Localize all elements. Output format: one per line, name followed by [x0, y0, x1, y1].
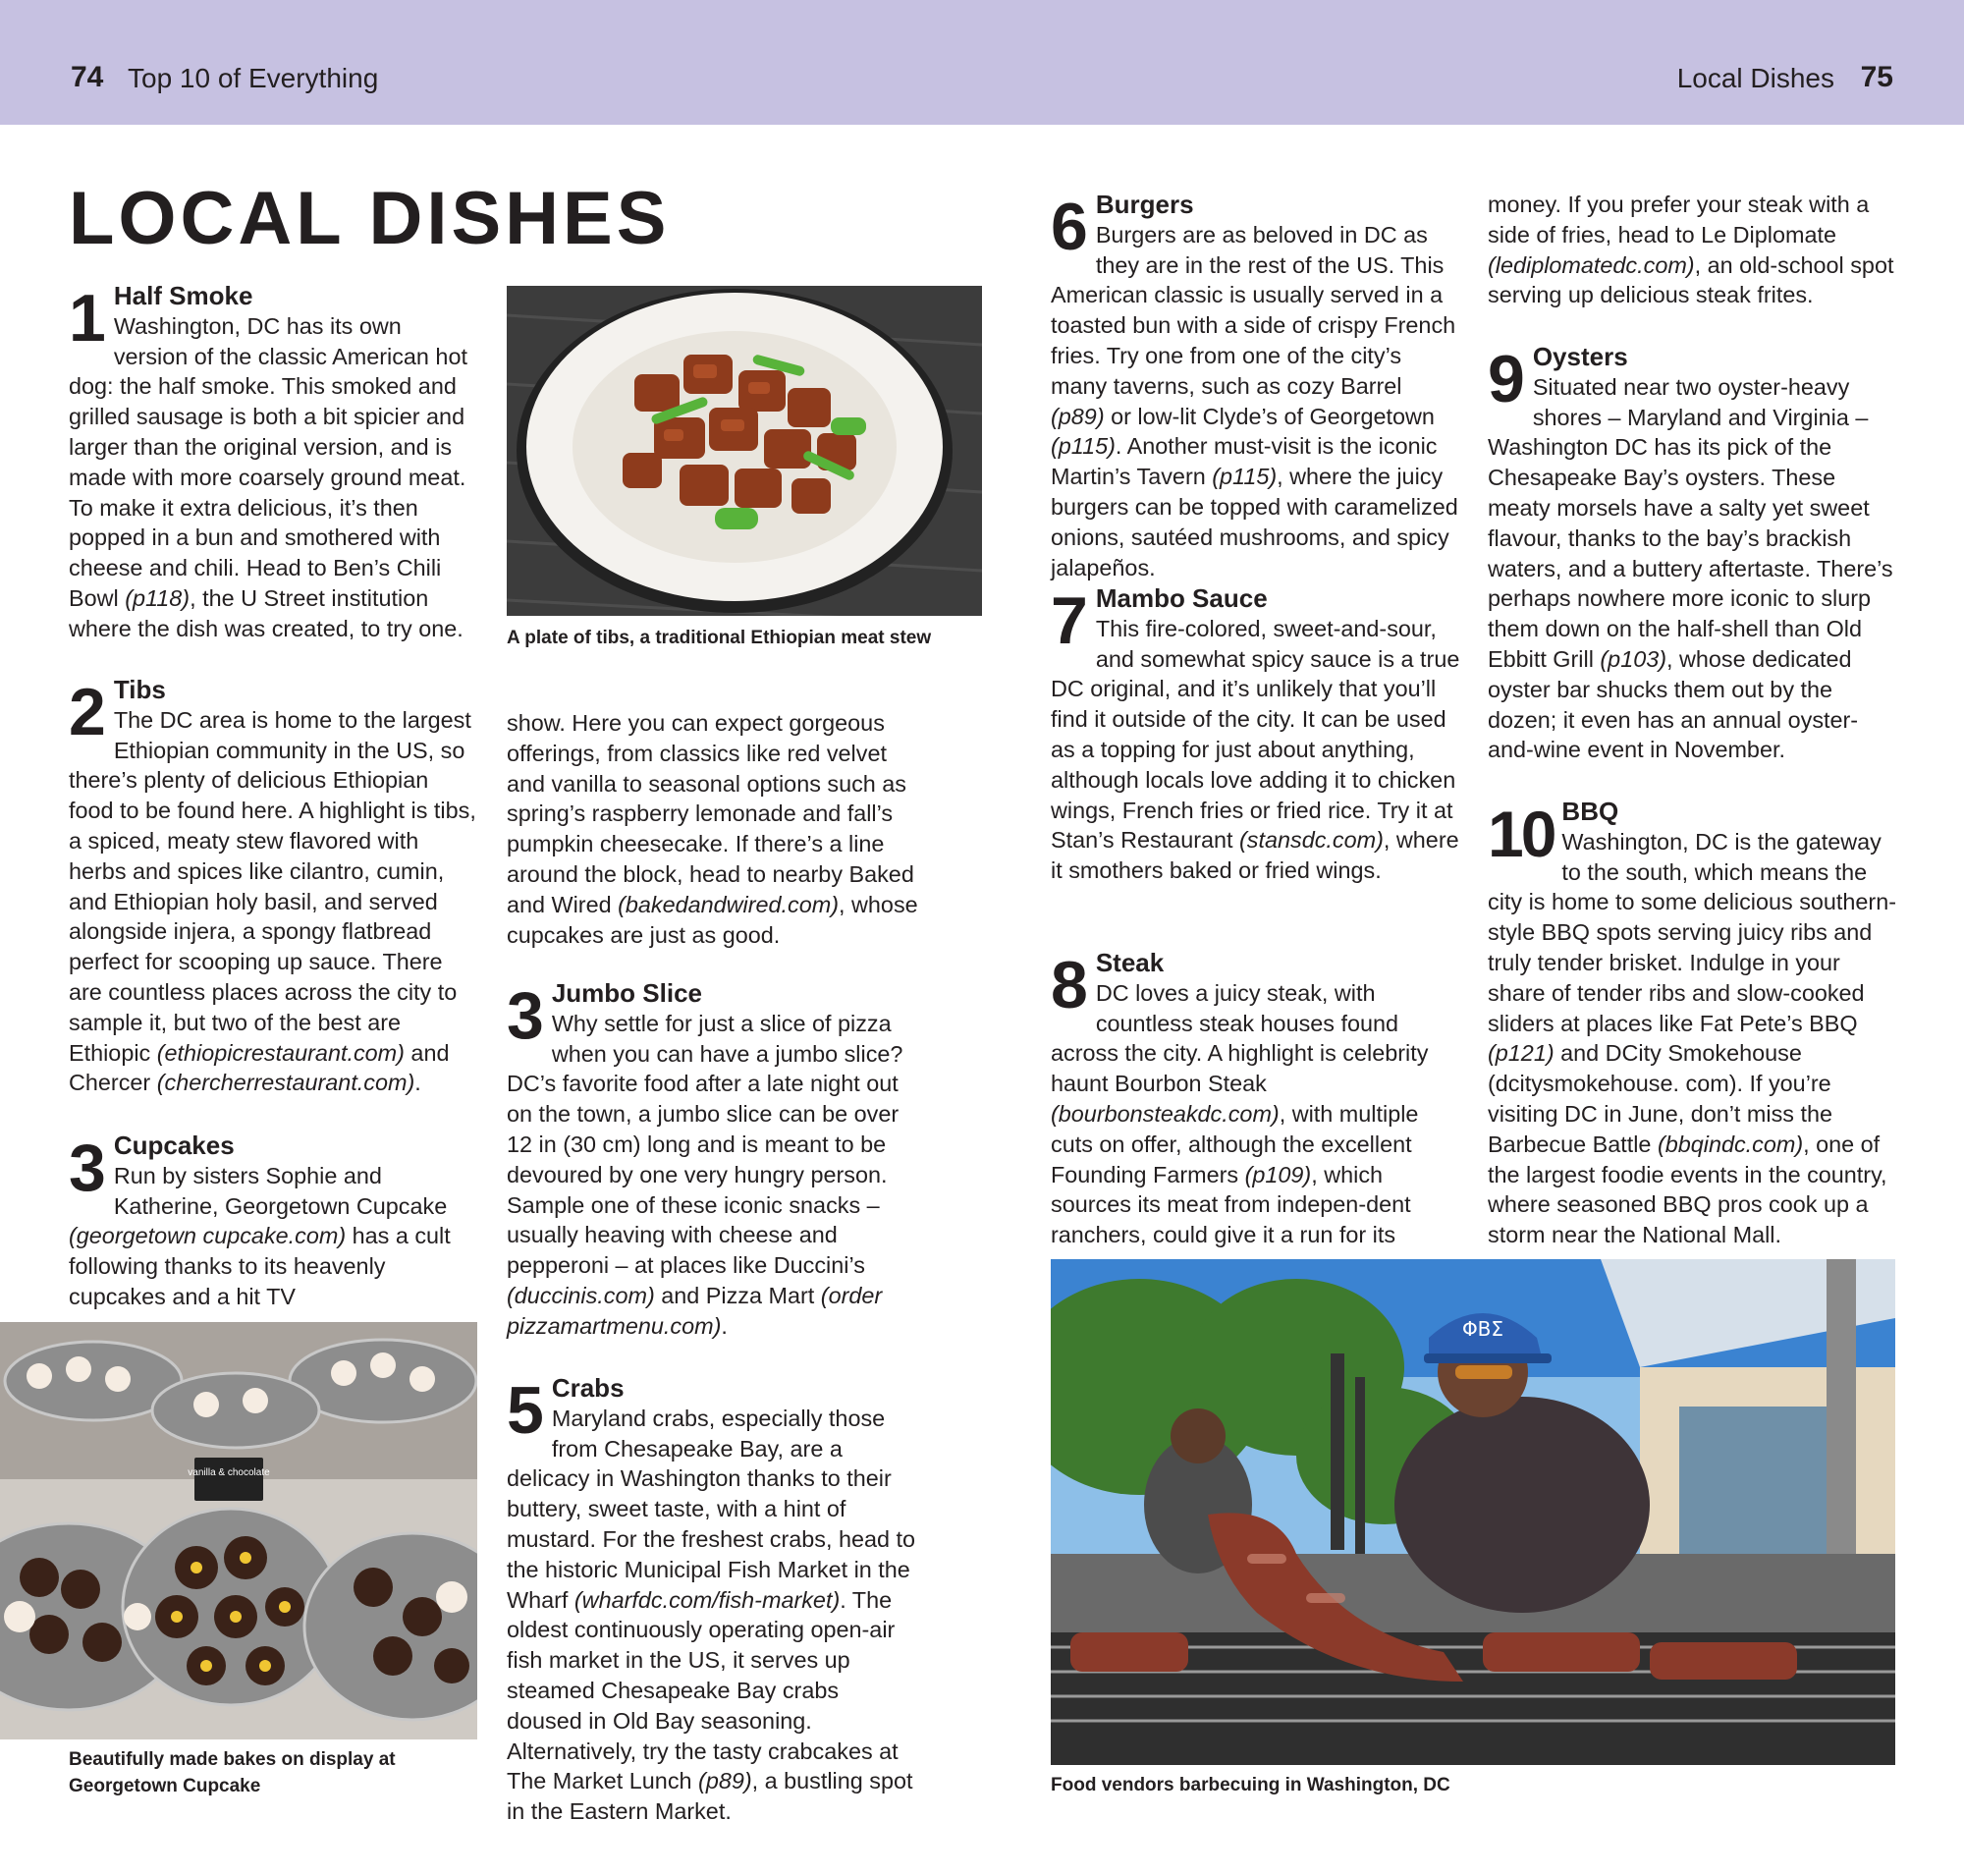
right-page-number: 75 [1860, 61, 1893, 93]
entry-heading: Steak [1095, 948, 1165, 977]
entry-heading: BBQ [1561, 797, 1619, 826]
entry-jumbo-slice [507, 978, 919, 1342]
entry-body: DC loves a juicy steak, with countless steak houses found across the city. A highlight is celebrity haunt Bourbon Steak (bourbonsteakdc.com), with multiple cuts on offer, although the excellent Founding Farmers (p109), which sources its meat from indepen-dent ranchers, could give it a run for its [1051, 979, 1429, 1248]
entry-number: 9 [1488, 342, 1525, 416]
entry-body: Burgers are as beloved in DC as they are in the rest of the US. This American classic is usually served in a toasted bun with a side of crispy French fries. Try one from one of the city’s many taverns, such as cozy Barrel (p89) or low-lit Clyde’s of Georgetown (p115). Another must-visit is the iconic Martin’s Tavern (p115), where the juicy burgers can be topped with caramelized onions, sautéed mushrooms, and spicy jalapeños. [1051, 221, 1458, 580]
entry-tibs [69, 675, 479, 1098]
entry-oysters [1488, 342, 1900, 765]
entry-heading: Crabs [551, 1373, 625, 1403]
entry-steak [1051, 948, 1461, 1250]
tibs-photo [507, 286, 982, 616]
cupcake-sign-text: vanilla & chocolate [188, 1467, 270, 1478]
page-header [0, 0, 1964, 125]
entry-mambo-sauce [1051, 583, 1461, 886]
entry-number: 10 [1488, 798, 1555, 870]
entry-body: Washington, DC has its own version of the classic American hot dog: the half smoke. This smoked and grilled sausage is both a bit spicier and larger than the original version, and is made with more coarsely ground meat. To make it extra delicious, it’s then popped in a bun and smothered with cheese and chili. Head to Ben’s Chili Bowl (p118), the U Street institution where the dish was created, to try one. [69, 312, 467, 641]
bbq-caption: Food vendors barbecuing in Washington, DC [1051, 1775, 1450, 1795]
entry-half-smoke [69, 281, 479, 644]
entry-body: show. Here you can expect gorgeous offerings, from classics like red velvet and vanilla to seasonal options such as spring’s raspberry lemonade and fall’s pumpkin cheesecake. If there’s a line around the block, head to nearby Baked and Wired (bakedandwired.com), whose cupcakes are just as good. [507, 710, 918, 948]
entry-number: 8 [1051, 948, 1088, 1022]
entry-cupcakes-continued [507, 708, 919, 950]
left-running-title: Top 10 of Everything [128, 63, 379, 93]
entry-number: 3 [507, 978, 544, 1053]
entry-heading: Cupcakes [113, 1131, 235, 1160]
entry-body: Run by sisters Sophie and Katherine, Georgetown Cupcake (georgetown cupcake.com) has a cult following thanks to its heavenly cupcakes and a hit TV [69, 1162, 451, 1309]
cupcake-display-illustration [0, 1322, 477, 1739]
entry-heading: Jumbo Slice [551, 978, 702, 1008]
cupcake-caption: Beautifully made bakes on display at Georgetown Cupcake [69, 1749, 396, 1796]
entry-crabs [507, 1373, 919, 1827]
entry-cupcakes [69, 1131, 479, 1312]
cupcake-photo [0, 1322, 477, 1739]
cap-lettering: ΦΒΣ [1461, 1317, 1504, 1341]
entry-steak-continued [1488, 190, 1900, 310]
entry-body: This fire-colored, sweet-and-sour, and somewhat spicy sauce is a true DC original, and it’s unlikely that you’ll find it outside of the city. It can be used as a topping for just about anything, although locals love adding it to chicken wings, French fries or fried rice. Try it at Stan’s Restaurant (stansdc.com), where it smothers baked or fried wings. [1051, 615, 1460, 884]
entry-body: Why settle for just a slice of pizza when you can have a jumbo slice? DC’s favorite food after a late night out on the town, a jumbo slice can be over 12 in (30 cm) long and is meant to be devoured by one very hungry person. Sample one of these iconic snacks – usually heaving with cheese and pepperoni – at places like Duccini’s (duccinis.com) and Pizza Mart (order pizzamartmenu.com). [507, 1010, 903, 1339]
entry-body: Maryland crabs, especially those from Chesapeake Bay, are a delicacy in Washington thanks to their buttery, sweet taste, with a hint of mustard. For the freshest crabs, head to the historic Municipal Fish Market in the Wharf (wharfdc.com/fish-market). The oldest continuously operating open-air fish market in the US, it serves up steamed Chesapeake Bay crabs doused in Old Bay seasoning. Alternatively, try the tasty crabcakes at The Market Lunch (p89), a bustling spot in the Eastern Market. [507, 1405, 916, 1825]
entry-number: 3 [69, 1131, 106, 1205]
entry-number: 2 [69, 675, 106, 749]
entry-body: Situated near two oyster-heavy shores – Maryland and Virginia – Washington DC has its pick of the Chesapeake Bay’s oysters. These meaty morsels have a salty yet sweet flavour, thanks to the bay’s brackish waters, and a buttery aftertaste. There’s perhaps nowhere more iconic to slurp them down on the half-shell than Old Ebbitt Grill (p103), whose dedicated oyster bar shucks them out by the dozen; it even has an annual oyster-and-wine event in November. [1488, 373, 1893, 763]
entry-number: 5 [507, 1373, 544, 1448]
entry-heading: Mambo Sauce [1095, 583, 1268, 613]
entry-heading: Oysters [1532, 342, 1628, 371]
entry-heading: Burgers [1095, 190, 1194, 219]
entry-burgers [1051, 190, 1461, 582]
right-running-title: Local Dishes [1676, 63, 1834, 93]
entry-number: 1 [69, 281, 106, 356]
page-title: LOCAL DISHES [69, 177, 671, 260]
bbq-photo [1051, 1259, 1895, 1765]
bbq-grill-illustration [1051, 1259, 1895, 1765]
entry-body: Washington, DC is the gateway to the south, which means the city is home to some delicious southern-style BBQ spots serving juicy ribs and truly tender brisket. Indulge in your share of tender ribs and slow-cooked sliders at places like Fat Pete’s BBQ (p121) and DCity Smokehouse (dcitysmokehouse. com). If you’re visiting DC in June, don’t miss the Barbecue Battle (bbqindc.com), one of the largest foodie events in the country, where seasoned BBQ pros cook up a storm near the National Mall. [1488, 828, 1897, 1248]
entry-body: money. If you prefer your steak with a side of fries, head to Le Diplomate (lediplomatedc.com), an old-school spot serving up delicious steak frites. [1488, 192, 1894, 308]
left-page-number: 74 [71, 61, 104, 93]
entry-heading: Half Smoke [113, 281, 253, 310]
entry-number: 6 [1051, 190, 1088, 264]
entry-bbq [1488, 797, 1900, 1250]
tibs-plate-illustration [507, 286, 982, 616]
entry-heading: Tibs [113, 675, 166, 704]
entry-number: 7 [1051, 583, 1088, 658]
entry-body: The DC area is home to the largest Ethiopian community in the US, so there’s plenty of delicious Ethiopian food to be found here. A highlight is tibs, a spiced, meaty stew flavored with herbs and spices like cilantro, cumin, and Ethiopian holy basil, and served alongside injera, a spongy flatbread perfect for scooping up sauce. There are countless places across the city to sample it, but two of the best are Ethiopic (ethiopicrestaurant.com) and Chercer (chercherrestaurant.com). [69, 706, 476, 1096]
tibs-caption: A plate of tibs, a traditional Ethiopian meat stew [507, 628, 932, 648]
